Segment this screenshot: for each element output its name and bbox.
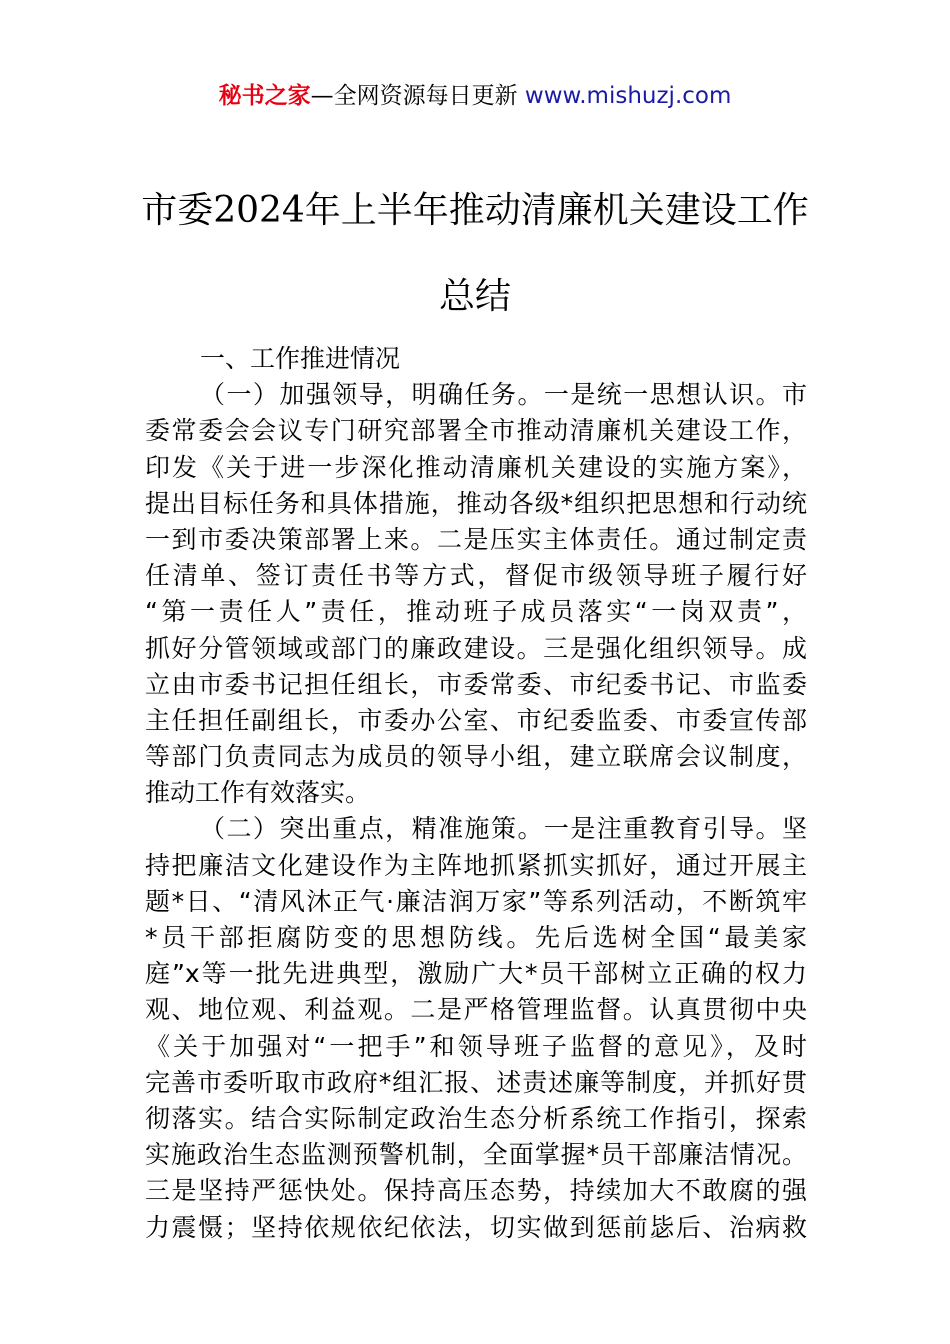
- paragraph-line: 实施政治生态监测预警机制，全面掌握*员干部廉洁情况。: [145, 1140, 807, 1170]
- paragraph-line: 完善市委听取市政府*组汇报、述责述廉等制度，并抓好贯: [145, 1067, 807, 1097]
- brand-name: 秘书之家: [218, 83, 311, 109]
- paragraph-line: 委常委会会议专门研究部署全市推动清廉机关建设工作，: [145, 416, 807, 446]
- paragraph-line: 立由市委书记担任组长，市委常委、市纪委书记、市监委: [145, 669, 807, 699]
- paragraph-line: 观、地位观、利益观。二是严格管理监督。认真贯彻中央: [145, 995, 807, 1025]
- paragraph-line: 《关于加强对“一把手”和领导班子监督的意见》，及时: [145, 1031, 807, 1061]
- paragraph-line: 一到市委决策部署上来。二是压实主体责任。通过制定责: [145, 524, 807, 554]
- site-url-link[interactable]: www.mishuzj.com: [524, 83, 732, 109]
- document-body: [145, 341, 807, 1246]
- paragraph-line: 印发《关于进一步深化推动清廉机关建设的实施方案》，: [145, 452, 807, 482]
- title-line-2: 总结: [438, 276, 511, 317]
- paragraph-line: *员干部拒腐防变的思想防线。先后选树全国“最美家: [145, 923, 807, 952]
- paragraph-line: 等部门负责同志为成员的领导小组，建立联席会议制度，: [145, 742, 807, 772]
- site-header: [0, 80, 950, 112]
- title-line-1: 市委2024年上半年推动清廉机关建设工作: [141, 190, 809, 231]
- paragraph-line: 持把廉洁文化建设作为主阵地抓紧抓实抓好，通过开展主: [145, 850, 807, 880]
- paragraph-line: 提出目标任务和具体措施，推动各级*组织把思想和行动统: [145, 488, 807, 518]
- header-tagline: —全网资源每日更新: [310, 83, 525, 109]
- paragraph-line: 主任担任副组长，市委办公室、市纪委监委、市委宣传部: [145, 705, 807, 735]
- paragraph-line: 三是坚持严惩快处。保持高压态势，持续加大不敢腐的强: [145, 1176, 807, 1206]
- paragraph-line: 庭”x等一批先进典型，激励广大*员干部树立正确的权力: [145, 959, 807, 989]
- paragraph-line: 推动工作有效落实。: [145, 778, 371, 808]
- paragraph-line: 力震慑；坚持依规依纪依法，切实做到惩前毖后、治病救: [145, 1212, 807, 1242]
- paragraph-line: “第一责任人”责任，推动班子成员落实“一岗双责”，: [145, 597, 807, 627]
- document-title: [130, 168, 820, 340]
- paragraph-line: （二）突出重点，精准施策。一是注重教育引导。坚: [200, 814, 807, 844]
- paragraph-line: 题*日、“清风沐正气·廉洁润万家”等系列活动，不断筑牢: [145, 886, 807, 916]
- section-heading: 一、工作推进情况: [200, 344, 401, 373]
- paragraph-line: （一）加强领导，明确任务。一是统一思想认识。市: [200, 380, 807, 410]
- paragraph-line: 彻落实。结合实际制定政治生态分析系统工作指引，探索: [145, 1103, 807, 1133]
- paragraph-line: 任清单、签订责任书等方式，督促市级领导班子履行好: [145, 561, 807, 591]
- paragraph-line: 抓好分管领域或部门的廉政建设。三是强化组织领导。成: [145, 633, 807, 663]
